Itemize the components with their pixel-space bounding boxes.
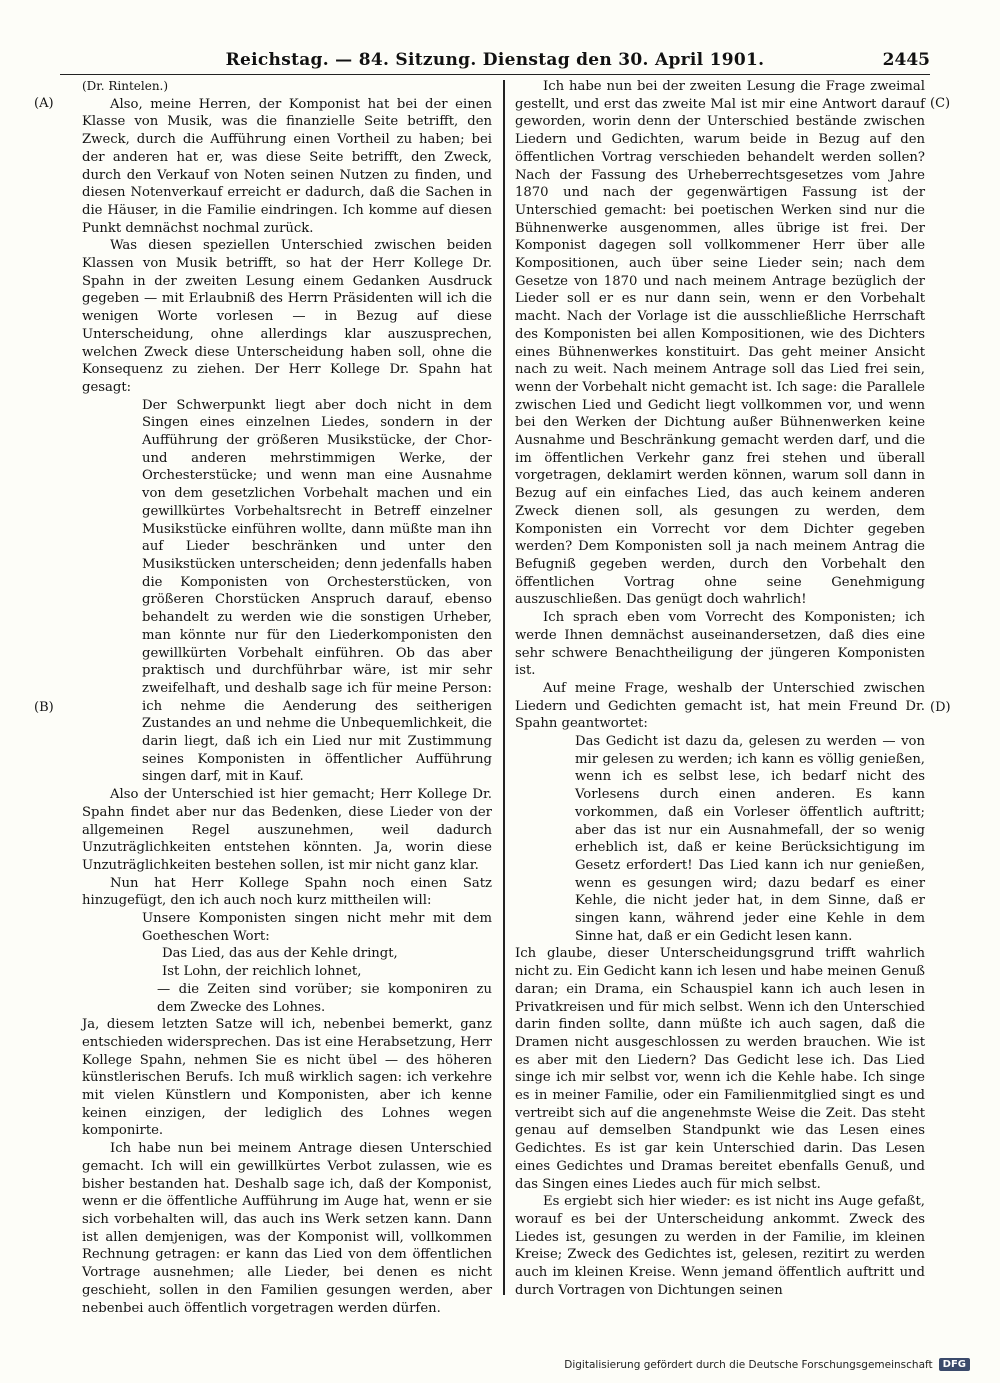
paragraph: Was diesen speziellen Unterschied zwischen beiden Klassen von Musik betrifft, so hat der Herr Kollege Dr. Spahn in der zweiten Lesung einem Gedanken Ausdruck gegeben — mit Erlaubniß des Herrn Präsidenten will ich die wenigen Worte vorlesen — in Bezug auf diese Unterscheidung, ohne allerdings klar auszusprechen, welchen Zweck diese Unterscheidung haben soll, ohne die Konsequenz zu ziehen. Der Herr Kollege Dr. Spahn hat gesagt: <box>82 238 492 395</box>
column-divider <box>503 80 505 1295</box>
margin-marker-b: (B) <box>34 700 54 715</box>
paragraph: Auf meine Frage, weshalb der Unterschied zwischen Liedern und Gedichten gemacht ist, hat mein Freund Dr. Spahn geantwortet: <box>515 680 925 732</box>
poem-line: Ist Lohn, der reichlich lohnet, <box>162 964 362 980</box>
poem-line: Unsere Komponisten singen nicht mehr mit dem Goetheschen Wort: <box>142 911 492 944</box>
footer-text: Digitalisierung gefördert durch die Deutsche Forschungsgemeinschaft <box>564 1358 933 1371</box>
paragraph: Also der Unterschied ist hier gemacht; Herr Kollege Dr. Spahn findet aber nur das Bedenken, diese Lieder von der allgemeinen Regel auszunehmen, weil dadurch Unzuträglichkeiten entstehen könnten. Ja, worin diese Unzuträglichkeiten bestehen sollen, ist mir nicht ganz klar. <box>82 787 492 873</box>
page-number: 2445 <box>882 50 930 70</box>
speaker-label: (Dr. Rintelen.) <box>82 79 169 93</box>
paragraph: Nun hat Herr Kollege Spahn noch einen Satz hinzugefügt, den ich auch noch kurz mittheilen will: <box>82 875 492 909</box>
header-title: Reichstag. — 84. Sitzung. Dienstag den 30. April 1901. <box>225 50 765 70</box>
paragraph: Ich habe nun bei meinem Antrage diesen Unterschied gemacht. Ich will ein gewillkürtes Verbot zulassen, wie es bisher bestanden hat. Deshalb sage ich, daß der Komponist, wenn er die öffentliche Aufführung im Auge hat, wenn er sie sich vorbehalten will, das auch ins Werk setzen kann. Dann ist allen demjenigen, was der Komponist will, vollkommen Rechnung getragen: er kann das Lied von dem öffentlichen Vortrage ausnehmen; alle Lieder, bei denen es nicht geschieht, sollen in den Familien gesungen werden, aber nebenbei auch öffentlich vorgetragen werden dürfen. <box>82 1141 492 1316</box>
paragraph: Also, meine Herren, der Komponist hat bei der einen Klasse von Musik, was die finanzielle Seite betrifft, den Zweck, durch die Aufführung einen Vortheil zu haben; bei der anderen hat er, was diese Seite betrifft, den Zweck, durch den Verkauf von Noten seinen Nutzen zu finden, und diesen Notenverkauf erreicht er dadurch, daß die Sachen in die Häuser, in die Familie eindringen. Ich komme auf diesen Punkt demnächst nochmal zurück. <box>82 96 492 236</box>
page-header <box>60 48 930 75</box>
poem-quote <box>142 910 492 1016</box>
poem-line: — die Zeiten sind vorüber; sie komponiren zu dem Zwecke des Lohnes. <box>157 981 492 1015</box>
block-quote: Das Gedicht ist dazu da, gelesen zu werden — von mir gelesen zu werden; ich kann es völlig genießen, wenn ich es selbst lese, ich bedarf nicht des Vorlesens durch einen anderen. Es kann vorkommen, daß ein Vorleser öffentlich auftritt; aber das ist nur ein Ausnahmefall, der so wenig erheblich ist, daß er keine Berücksichtigung im Gesetz erfordert! Das Lied kann ich nur genießen, wenn es gesungen wird; dazu bedarf es einer Kehle, die nicht jeder hat, in dem Sinne, daß er singen kann, während jeder eine Kehle in dem Sinne hat, daß er ein Gedicht lesen kann. <box>575 734 925 944</box>
dfg-logo-icon: DFG <box>939 1358 970 1371</box>
margin-marker-c: (C) <box>930 96 951 111</box>
paragraph: Ja, diesem letzten Satze will ich, nebenbei bemerkt, ganz entschieden widersprechen. Das ist eine Herabsetzung, Herr Kollege Spahn, nehmen Sie es nicht übel — des höheren künstlerischen Berufs. Ich muß wirklich sagen: ich verkehre mit vielen Künstlern und Komponisten, aber ich kenne keinen einzigen, der lediglich des Lohnes wegen komponirte. <box>82 1017 492 1139</box>
paragraph: Ich habe nun bei der zweiten Lesung die Frage zweimal gestellt, und erst das zweite Mal ist mir eine Antwort darauf geworden, worin denn der Unterschied bestände zwischen Liedern und Gedichten, warum beide in Bezug auf den öffentlichen Vortrag verschieden behandelt werden sollen? Nach der Fassung des Urheberrechtsgesetzes vom Jahre 1870 und nach der gegenwärtigen Fassung ist der Unterschied gemacht: bei poetischen Werken sind nur die Bühnenwerke ausgenommen, alles übrige ist frei. Der Komponist dagegen soll vollkommener Herr über alle Kompositionen, auch über seine Lieder sein; nach dem Gesetze von 1870 und nach meinem Antrage bezüglich der Lieder soll er es nur dann sein, wenn er den Vorbehalt macht. Nach der Vorlage ist die ausschließliche Herrschaft des Komponisten bei allen Kompositionen, wie des Dichters eines Bühnenwerkes konstituirt. Das geht meiner Ansicht nach zu weit. Nach meinem Antrage soll das Lied frei sein, wenn der Vorbehalt nicht gemacht ist. Ich sage: die Parallele zwischen Lied und Gedicht liegt vollkommen vor, und wenn bei den Werken der Dichtung außer Bühnenwerken keine Ausnahme und Beschränkung gemacht werden darf, und die im öffentlichen Verkehr ganz frei stehen und überall vorgetragen, deklamirt werden können, warum soll dann in Bezug auf ein einfaches Lied, das auch keinem anderen Zweck dienen soll, als gesungen zu werden, dem Komponisten ein Vorrecht vor dem Dichter gegeben werden? Dem Komponisten soll ja nach meinem Antrag die Befugniß gegeben werden, durch den Vorbehalt den öffentlichen Vortrag ohne seine Genehmigung auszuschließen. Das genügt doch wahrlich! <box>515 79 925 608</box>
left-column <box>82 78 492 1317</box>
footer-credit <box>564 1358 970 1371</box>
margin-marker-d: (D) <box>930 700 951 715</box>
paragraph: Es ergiebt sich hier wieder: es ist nicht ins Auge gefaßt, worauf es bei der Unterscheidung ankommt. Zweck des Liedes ist, gesungen zu werden in der Familie, im kleinen Kreise; Zweck des Gedichtes ist, gelesen, rezitirt zu werden auch im kleinen Kreise. Wenn jemand öffentlich auftritt und durch Vortragen von Dichtungen seinen <box>515 1194 925 1298</box>
right-column <box>515 78 925 1300</box>
block-quote: Der Schwerpunkt liegt aber doch nicht in dem Singen eines einzelnen Liedes, sondern in der Aufführung der größeren Musikstücke, der Chor- und anderen mehrstimmigen Werke, der Orchesterstücke; und wenn man eine Ausnahme von dem gesetzlichen Vorbehalt machen und ein gewillkürtes Vorbehaltsrecht in Betreff einzelner Musikstücke einführen wollte, dann müßte man ihn auf Lieder beschränken und unter den Musikstücken unterscheiden; denn jedenfalls haben die Komponisten von Orchesterstücken, von größeren Chorstücken Anspruch darauf, ebenso behandelt zu werden wie die sonstigen Urheber, man könnte nur für den Liederkomponisten den gewillkürten Vorbehalt einführen. Ob das aber praktisch und durchführbar wäre, ist mir sehr zweifelhaft, und deshalb sage ich für meine Person: ich nehme die Aenderung des seitherigen Zustandes an und nehme die Unbequemlichkeit, die darin liegt, daß ich ein Lied nur mit Zustimmung seines Komponisten in öffentlicher Aufführung singen darf, mit in Kauf. <box>142 397 492 785</box>
paragraph: Ich sprach eben vom Vorrecht des Komponisten; ich werde Ihnen demnächst auseinandersetzen, daß dies eine sehr schwere Benachtheiligung der jüngeren Komponisten ist. <box>515 610 925 679</box>
paragraph: Ich glaube, dieser Unterscheidungsgrund trifft wahrlich nicht zu. Ein Gedicht kann ich lesen und habe meinen Genuß daran; ein Drama, ein Schauspiel kann ich auch lesen in Privatkreisen und für mich selbst. Wenn ich den Unterschied darin finden sollte, dann müßte ich auch sagen, daß die Dramen nicht ausgeschlossen zu werden brauchen. Wie ist es aber mit den Liedern? Das Gedicht lese ich. Das Lied singe ich mir selbst vor, wenn ich die Kehle habe. Ich singe es in meiner Familie, oder ein Familienmitglied singt es und vertreibt sich auf die angenehmste Weise die Zeit. Das steht genau auf demselben Standpunkt wie das Lesen eines Gedichtes. Es ist gar kein Unterschied darin. Das Lesen eines Gedichtes und Dramas bereitet ebenfalls Genuß, und das Singen eines Liedes auch für mich selbst. <box>515 946 925 1192</box>
margin-marker-a: (A) <box>34 96 54 111</box>
poem-line: Das Lied, das aus der Kehle dringt, <box>162 946 398 962</box>
